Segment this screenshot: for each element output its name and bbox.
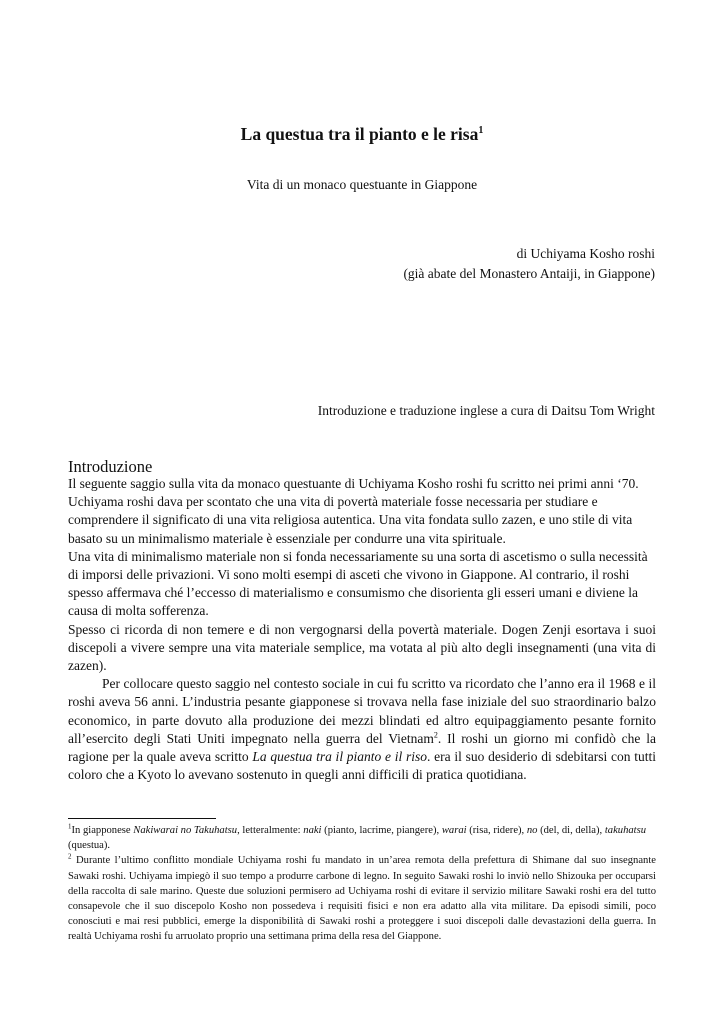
footnote-1-term: naki <box>303 825 322 836</box>
footnote-1-text: , letteralmente: <box>237 825 304 836</box>
page-title <box>0 124 724 145</box>
paragraph-4-italic-title: La questua tra il pianto e il riso <box>252 749 428 765</box>
section-heading: Introduzione <box>68 457 153 476</box>
footnote-1-term: Nakiwarai no Takuhatsu <box>133 825 238 836</box>
footnote-ref-2[interactable]: 2 <box>433 730 438 740</box>
paragraph-4-text-a: Per collocare questo saggio nel contesto sociale in cui fu scritto va ricordato che l’anno era il 1968 e il roshi aveva 56 anni. L’industria pesante giapponese si trovava nella fase iniziale del suo straordinario balzo economico, in parte dovuto alla produzione dei mezzi blindati ed altro equipaggiamento pesante fornito all’esercito degli Stati Uniti impegnato nella guerra del Vietnam <box>68 676 656 746</box>
footnote-2 <box>68 853 656 944</box>
paragraph-2: Una vita di minimalismo materiale non si fonda necessariamente su una sorta di ascetismo o sulla necessità di imporsi delle privazioni. Vi sono molti esempi di asceti che vivono in Giappone. Al contrario, il roshi spesso affermava ché l’eccesso di materialismo e consumismo che disorienta gli esseri umani e diviene la causa di molta sofferenza. <box>68 548 648 619</box>
footnote-1 <box>68 823 656 853</box>
footnote-1-text: (risa, ridere), <box>466 825 527 836</box>
footnote-2-marker: 2 <box>68 852 72 861</box>
author-name: di Uchiyama Kosho roshi <box>516 246 655 261</box>
footnote-2-text: Durante l’ultimo conflitto mondiale Uchiyama roshi fu mandato in un’area remota della prefettura di Shimane dal suo insegnante Sawaki roshi. Uchiyama impiegò il suo tempo a produrre carbone di legno. In seguito Sawaki roshi lo inviò nello Shizouka per occuparsi della raccolta di sale marino. Queste due soluzioni permisero ad Uchiyama roshi di evitare il servizio militare Sawaki roshi era del tutto consapevole che il suo discepolo Kosho non possedeva i requisiti fisici e non era adatto alla vita militare. Da episodi simili, poco conosciuti e mai resi pubblici, emerge la disponibilità di Sawaki roshi a proteggere i suoi discepoli dalle devastazioni della guerra. In realtà Uchiyama roshi fu arruolato proprio una settimana prima della resa del Giappone. <box>68 855 656 943</box>
title-text: La questua tra il pianto e le risa <box>240 124 479 144</box>
footnote-1-marker: 1 <box>68 822 72 831</box>
footnote-1-text: (pianto, lacrime, piangere), <box>321 825 442 836</box>
footnote-1-term: warai <box>441 825 467 836</box>
footnote-divider <box>68 818 216 819</box>
footnote-1-term: takuhatsu <box>604 825 647 836</box>
body-text <box>68 475 656 784</box>
footnote-1-text: In giapponese <box>71 825 134 836</box>
footnotes <box>68 823 656 945</box>
paragraph-1: Il seguente saggio sulla vita da monaco questuante di Uchiyama Kosho roshi fu scritto nei primi anni ‘70. Uchiyama roshi dava per scontato che una vita di povertà materiale fosse necessaria per studiare e comprendere il significato di una vita religiosa autentica. Una vita fondata sullo zazen, e uno stile di vita basato su un minimalismo materiale è essenziale per condurre una vita spirituale. <box>68 476 639 546</box>
paragraph-4-text-b: . Il roshi un giorno mi confidò che la ragione per la quale aveva scritto <box>68 730 656 765</box>
page-subtitle: Vita di un monaco questuante in Giappone <box>246 177 478 192</box>
footnote-1-text: (del, di, della), <box>537 825 605 836</box>
title-footnote-ref[interactable]: 1 <box>478 125 484 137</box>
author-affiliation: (già abate del Monastero Antaiji, in Giappone) <box>403 266 655 281</box>
translator-credit: Introduzione e traduzione inglese a cura di Daitsu Tom Wright <box>317 403 655 418</box>
footnote-1-text: (questua). <box>68 840 111 852</box>
author-block <box>403 244 655 284</box>
paragraph-4-text-c: . era il suo desiderio di sdebitarsi con tutti coloro che a Kyoto lo avevano sostenuto in quegli anni difficili di pratica quotidiana. <box>68 749 656 783</box>
paragraph-3: Spesso ci ricorda di non temere e di non vergognarsi della povertà materiale. Dogen Zenji esortava i suoi discepoli a vivere sempre una vita materiale semplice, ma votata al più alto degli insegnamenti (una vita di zazen). <box>68 621 656 674</box>
footnote-1-term: no <box>526 825 538 836</box>
paragraph-4 <box>68 675 656 784</box>
